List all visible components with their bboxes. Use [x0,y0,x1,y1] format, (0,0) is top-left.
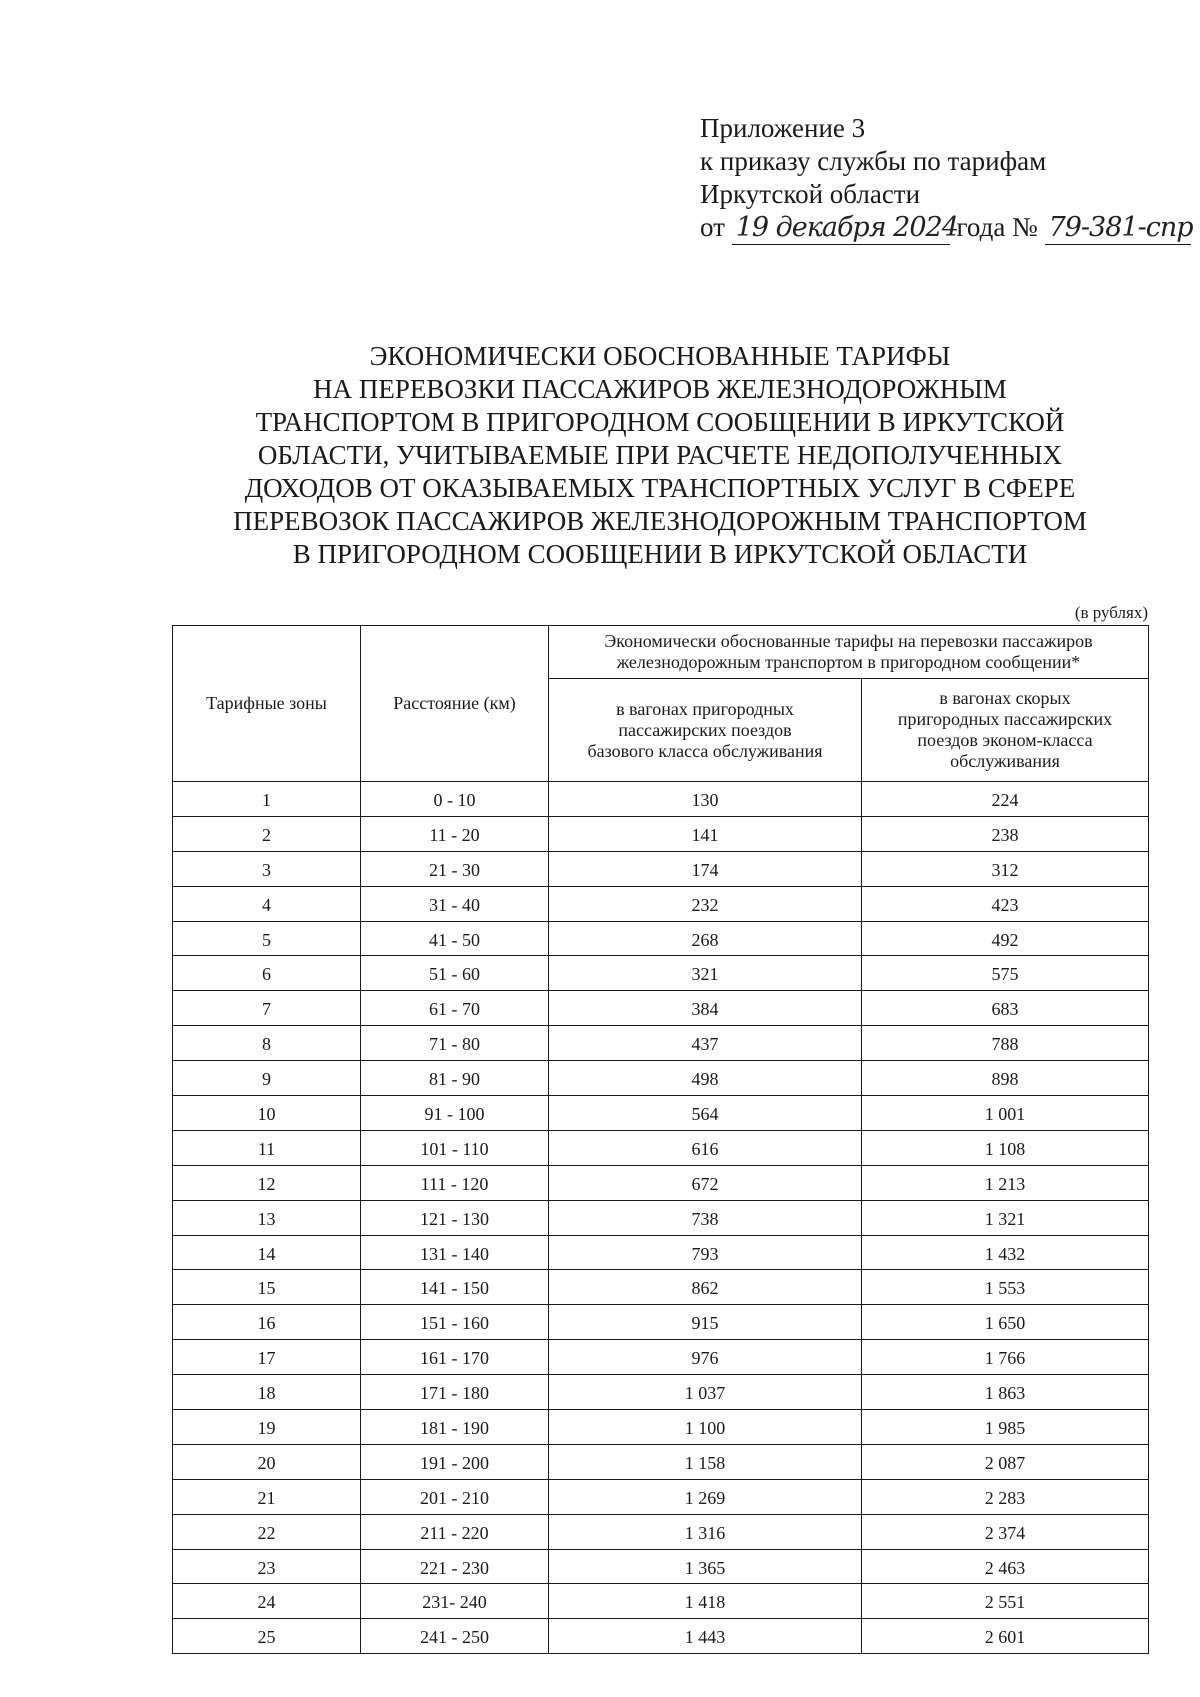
cell-distance: 31 - 40 [361,886,549,921]
cell-zone: 17 [173,1340,361,1375]
table-row [173,1130,1149,1165]
table-row [173,1444,1149,1479]
cell-zone: 12 [173,1165,361,1200]
cell-base-tariff: 1 100 [549,1410,862,1445]
cell-base-tariff: 738 [549,1200,862,1235]
table-row [173,1026,1149,1061]
cell-zone: 13 [173,1200,361,1235]
cell-zone: 16 [173,1305,361,1340]
header-base-class [549,679,862,782]
cell-zone: 18 [173,1375,361,1410]
handwritten-order-number: 79-381-спр [1045,211,1191,245]
cell-zone: 22 [173,1514,361,1549]
cell-distance: 101 - 110 [361,1130,549,1165]
cell-distance: 161 - 170 [361,1340,549,1375]
title-line: ЭКОНОМИЧЕСКИ ОБОСНОВАННЫЕ ТАРИФЫ [369,341,951,371]
header-group-line: железнодорожным транспортом в пригородном сообщении* [616,652,1081,673]
cell-base-tariff: 174 [549,851,862,886]
appendix-block [700,112,1191,245]
cell-distance: 231- 240 [361,1584,549,1619]
cell-express-tariff: 1 213 [862,1165,1149,1200]
cell-distance: 211 - 220 [361,1514,549,1549]
table-row [173,1340,1149,1375]
cell-distance: 221 - 230 [361,1549,549,1584]
table-row [173,1549,1149,1584]
cell-express-tariff: 1 001 [862,1096,1149,1131]
header-express-class [862,679,1149,782]
cell-distance: 81 - 90 [361,1061,549,1096]
cell-distance: 201 - 210 [361,1479,549,1514]
cell-express-tariff: 2 087 [862,1444,1149,1479]
cell-zone: 5 [173,921,361,956]
cell-distance: 41 - 50 [361,921,549,956]
title-line: ПЕРЕВОЗОК ПАССАЖИРОВ ЖЕЛЕЗНОДОРОЖНЫМ ТРАНСПОРТОМ [233,506,1087,536]
cell-zone: 23 [173,1549,361,1584]
table-row [173,991,1149,1026]
cell-zone: 1 [173,782,361,817]
title-line: ДОХОДОВ ОТ ОКАЗЫВАЕМЫХ ТРАНСПОРТНЫХ УСЛУГ В СФЕРЕ [244,473,1076,503]
cell-express-tariff: 898 [862,1061,1149,1096]
cell-express-tariff: 2 601 [862,1619,1149,1654]
title-line: ОБЛАСТИ, УЧИТЫВАЕМЫЕ ПРИ РАСЧЕТЕ НЕДОПОЛУЧЕННЫХ [257,440,1063,470]
cell-base-tariff: 1 443 [549,1619,862,1654]
cell-express-tariff: 1 321 [862,1200,1149,1235]
header-base-line: в вагонах пригородных [616,698,794,719]
header-zones: Тарифные зоны [173,626,361,782]
date-prefix: от [700,212,725,242]
cell-base-tariff: 976 [549,1340,862,1375]
cell-distance: 11 - 20 [361,816,549,851]
cell-base-tariff: 1 037 [549,1375,862,1410]
cell-zone: 8 [173,1026,361,1061]
cell-distance: 171 - 180 [361,1375,549,1410]
cell-distance: 51 - 60 [361,956,549,991]
cell-base-tariff: 437 [549,1026,862,1061]
cell-distance: 111 - 120 [361,1165,549,1200]
cell-base-tariff: 1 365 [549,1549,862,1584]
header-express-line: в вагонах скорых [939,688,1071,709]
cell-base-tariff: 793 [549,1235,862,1270]
table-row [173,1235,1149,1270]
table-row [173,956,1149,991]
cell-express-tariff: 1 432 [862,1235,1149,1270]
document-title [160,340,1160,571]
header-express-line: пригородных пассажирских [897,709,1113,730]
table-row [173,1200,1149,1235]
cell-zone: 20 [173,1444,361,1479]
cell-base-tariff: 498 [549,1061,862,1096]
appendix-date-line [700,211,1191,245]
cell-distance: 21 - 30 [361,851,549,886]
cell-zone: 6 [173,956,361,991]
cell-zone: 15 [173,1270,361,1305]
tariff-table [172,625,1149,1654]
cell-base-tariff: 384 [549,991,862,1026]
cell-express-tariff: 1 863 [862,1375,1149,1410]
year-word: года № [956,212,1038,242]
cell-express-tariff: 492 [862,921,1149,956]
cell-base-tariff: 1 158 [549,1444,862,1479]
cell-zone: 10 [173,1096,361,1131]
header-express-line: обслуживания [950,751,1060,772]
cell-base-tariff: 1 418 [549,1584,862,1619]
table-row [173,1270,1149,1305]
table-row [173,886,1149,921]
cell-express-tariff: 2 283 [862,1479,1149,1514]
cell-distance: 121 - 130 [361,1200,549,1235]
cell-express-tariff: 2 551 [862,1584,1149,1619]
cell-distance: 71 - 80 [361,1026,549,1061]
cell-base-tariff: 130 [549,782,862,817]
cell-express-tariff: 1 766 [862,1340,1149,1375]
cell-distance: 61 - 70 [361,991,549,1026]
header-distance: Расстояние (км) [361,626,549,782]
cell-express-tariff: 683 [862,991,1149,1026]
table-row [173,816,1149,851]
cell-express-tariff: 238 [862,816,1149,851]
cell-express-tariff: 1 553 [862,1270,1149,1305]
cell-base-tariff: 141 [549,816,862,851]
cell-base-tariff: 915 [549,1305,862,1340]
cell-base-tariff: 1 316 [549,1514,862,1549]
cell-express-tariff: 423 [862,886,1149,921]
title-line: НА ПЕРЕВОЗКИ ПАССАЖИРОВ ЖЕЛЕЗНОДОРОЖНЫМ [313,374,1007,404]
table-row [173,1061,1149,1096]
table-row [173,1305,1149,1340]
cell-zone: 2 [173,816,361,851]
cell-zone: 14 [173,1235,361,1270]
cell-zone: 7 [173,991,361,1026]
cell-express-tariff: 2 463 [862,1549,1149,1584]
cell-distance: 0 - 10 [361,782,549,817]
header-base-line: базового класса обслуживания [587,740,823,761]
appendix-line: к приказу службы по тарифам [700,146,1047,176]
cell-distance: 151 - 160 [361,1305,549,1340]
cell-base-tariff: 672 [549,1165,862,1200]
table-row [173,1165,1149,1200]
cell-express-tariff: 224 [862,782,1149,817]
header-express-line: поездов эконом-класса [917,730,1093,751]
table-row [173,1619,1149,1654]
cell-express-tariff: 312 [862,851,1149,886]
cell-distance: 191 - 200 [361,1444,549,1479]
cell-base-tariff: 862 [549,1270,862,1305]
cell-zone: 11 [173,1130,361,1165]
table-row [173,851,1149,886]
cell-zone: 19 [173,1410,361,1445]
appendix-line: Иркутской области [700,179,921,209]
table-row [173,1479,1149,1514]
table-row [173,1584,1149,1619]
cell-base-tariff: 321 [549,956,862,991]
cell-express-tariff: 575 [862,956,1149,991]
title-line: ТРАНСПОРТОМ В ПРИГОРОДНОМ СООБЩЕНИИ В ИРКУТСКОЙ [255,407,1065,437]
cell-base-tariff: 232 [549,886,862,921]
cell-base-tariff: 616 [549,1130,862,1165]
cell-base-tariff: 564 [549,1096,862,1131]
table-row [173,1375,1149,1410]
cell-base-tariff: 1 269 [549,1479,862,1514]
handwritten-date: 19 декабря 2024 [732,211,950,245]
cell-express-tariff: 1 650 [862,1305,1149,1340]
cell-base-tariff: 268 [549,921,862,956]
cell-distance: 141 - 150 [361,1270,549,1305]
cell-zone: 21 [173,1479,361,1514]
table-row [173,1514,1149,1549]
cell-zone: 24 [173,1584,361,1619]
cell-distance: 131 - 140 [361,1235,549,1270]
cell-distance: 241 - 250 [361,1619,549,1654]
unit-note: (в рублях) [1074,603,1148,622]
cell-express-tariff: 2 374 [862,1514,1149,1549]
header-group-line: Экономически обоснованные тарифы на перевозки пассажиров [604,631,1093,652]
cell-zone: 25 [173,1619,361,1654]
cell-zone: 3 [173,851,361,886]
cell-zone: 9 [173,1061,361,1096]
cell-express-tariff: 1 108 [862,1130,1149,1165]
cell-distance: 181 - 190 [361,1410,549,1445]
table-row [173,1096,1149,1131]
header-base-line: пассажирских поездов [618,719,792,740]
header-tariff-group [549,626,1149,679]
title-line: В ПРИГОРОДНОМ СООБЩЕНИИ В ИРКУТСКОЙ ОБЛАСТИ [292,539,1028,569]
table-row [173,921,1149,956]
table-row [173,1410,1149,1445]
table-row [173,782,1149,817]
appendix-line: Приложение 3 [700,113,866,143]
cell-express-tariff: 788 [862,1026,1149,1061]
cell-zone: 4 [173,886,361,921]
cell-express-tariff: 1 985 [862,1410,1149,1445]
cell-distance: 91 - 100 [361,1096,549,1131]
